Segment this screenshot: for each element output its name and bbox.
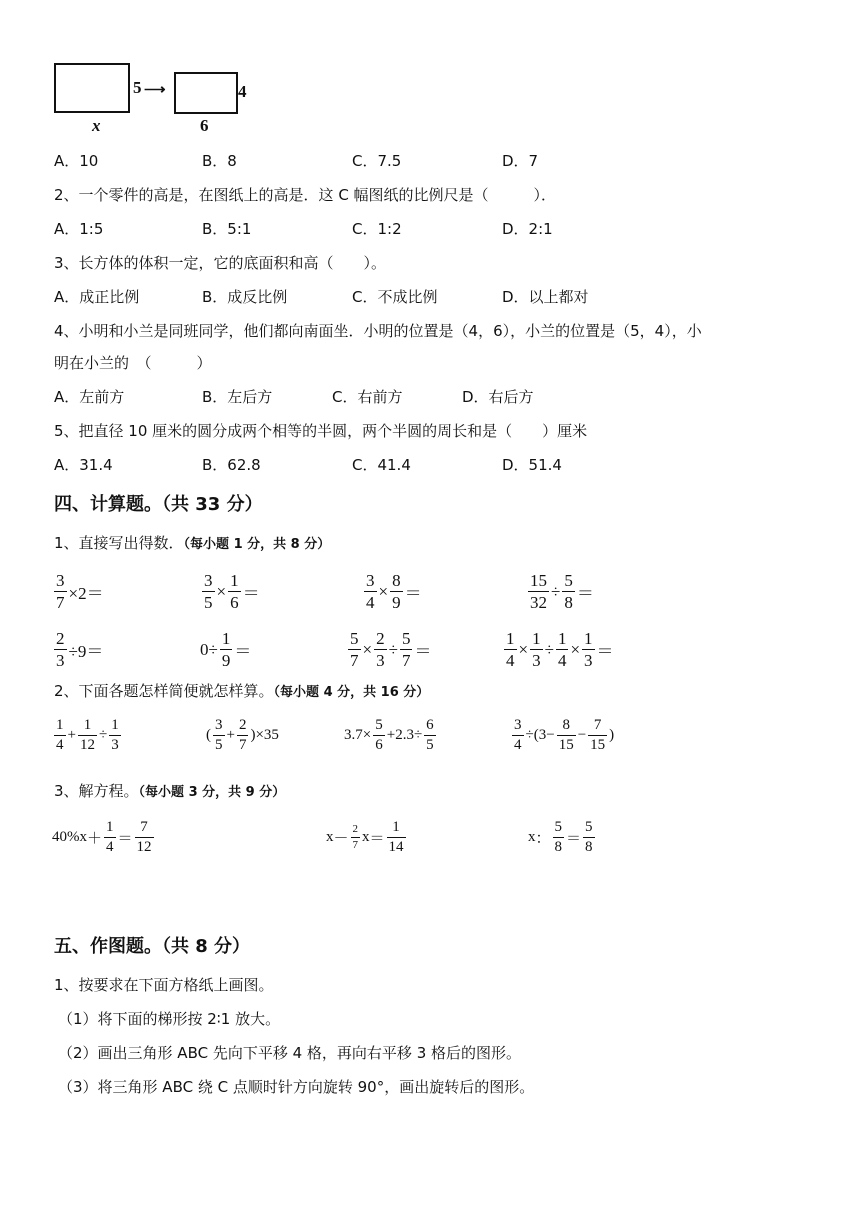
frac: $\frac{2}{7}$ (238, 717, 247, 753)
frac: $\frac{5}{6}$ (375, 717, 383, 753)
q1-option-a: A．10 (54, 152, 99, 170)
frac: $\frac{2}{7}$ (352, 823, 359, 851)
frac: $\frac{5}{8}$ (585, 819, 593, 855)
q5-stem: 5、把直径 10 厘米的圆分成两个相等的半圆，两个半圆的周长和是（ ）厘米 (54, 422, 588, 440)
q5-option-c: C．41.4 (352, 456, 411, 474)
right-rect-width-label: 6 (200, 116, 209, 135)
simplify-1: $\frac{1}{4}$ + $\frac{1}{12}$ ÷ $\frac{1}{3}$ (56, 717, 119, 753)
frac: $\frac{3}{7}$ (56, 571, 65, 612)
q5-option-a: A．31.4 (54, 456, 113, 474)
q1-option-b: B．8 (202, 152, 237, 170)
frac: $\frac{5}{7}$ (401, 629, 411, 670)
q2-stem: 2、一个零件的高是，在图纸上的高是．这 C 幅图纸的比例尺是（ ）． (54, 186, 557, 204)
expr-2: $\frac{3}{5}$ × $\frac{1}{6}$ ＝ (204, 571, 260, 612)
frac: $\frac{1}{3}$ (532, 629, 541, 670)
left-rectangle (54, 63, 130, 113)
calc-part3-title (54, 780, 285, 801)
q3-option-b: B．成反比例 (202, 288, 288, 306)
frac: $\frac{2}{3}$ (56, 629, 65, 670)
frac: $\frac{7}{12}$ (136, 819, 152, 855)
q2-option-a: A．1:5 (54, 220, 104, 238)
frac: $\frac{1}{4}$ (106, 819, 114, 855)
simplify-3: 3.7 × $\frac{5}{6}$ + 2.3 ÷ $\frac{6}{5}$ (344, 717, 434, 753)
q2-option-d: D．2:1 (502, 220, 553, 238)
frac: $\frac{3}{4}$ (366, 571, 375, 612)
frac: $\frac{1}{4}$ (557, 629, 567, 670)
expr-5: $\frac{2}{3}$ ÷9＝ (56, 629, 104, 670)
q2-option-b: B．5:1 (202, 220, 252, 238)
frac: $\frac{5}{7}$ (350, 629, 359, 670)
calc-part1-title (54, 532, 330, 553)
frac: $\frac{2}{3}$ (376, 629, 385, 670)
expr-8: $\frac{1}{4}$ × $\frac{1}{3}$ ÷ $\frac{1}{4}$ × $\frac{1}{3}$ ＝ (506, 629, 614, 670)
left-rect-height-label: 5 (133, 78, 142, 97)
frac: $\frac{8}{15}$ (558, 717, 574, 753)
frac: $\frac{7}{15}$ (590, 717, 606, 753)
left-rect-width-label: x (92, 116, 101, 135)
section5-item-3: （3）将三角形 ABC 绕 C 点顺时针方向旋转 90°，画出旋转后的图形。 (58, 1078, 535, 1096)
equation-3: x ： $\frac{5}{8}$ ＝ $\frac{5}{8}$ (528, 819, 593, 855)
arrow-icon: ⟶ (144, 82, 166, 98)
section4-heading: 四、计算题。（共 33 分） (54, 494, 263, 515)
calc-part2-note: （每小题 4 分，共 16 分） (273, 685, 430, 700)
calc-part1-note: （每小题 1 分，共 8 分） (183, 537, 331, 552)
expr-4: $\frac{15}{32}$ ÷ $\frac{5}{8}$ ＝ (530, 571, 594, 612)
simplify-4: $\frac{3}{4}$ ÷(3− $\frac{8}{15}$ − $\frac{7}{15}$ ) (514, 717, 615, 753)
expr-6: 0 ÷ $\frac{1}{9}$ ＝ (200, 629, 252, 670)
q4-stem-line2: 明在小兰的 （ ） (54, 354, 212, 372)
expr-3: $\frac{3}{4}$ × $\frac{8}{9}$ ＝ (366, 571, 422, 612)
expr-1: $\frac{3}{7}$ ×2＝ (56, 571, 104, 612)
q3-stem: 3、长方体的体积一定，它的底面积和高（ ）。 (54, 254, 387, 272)
section5-heading: 五、作图题。（共 8 分） (54, 936, 251, 957)
q1-option-c: C．7.5 (352, 152, 402, 170)
q4-option-c: C．右前方 (332, 388, 403, 406)
frac: $\frac{3}{5}$ (204, 571, 213, 612)
calc-part3-title-text: 3、解方程。 (54, 782, 139, 800)
q4-option-d: D．右后方 (462, 388, 534, 406)
frac: $\frac{5}{8}$ (564, 571, 573, 612)
frac: $\frac{1}{3}$ (584, 629, 593, 670)
calc-part3-note: （每小题 3 分，共 9 分） (138, 785, 286, 800)
frac: $\frac{6}{5}$ (426, 717, 434, 753)
q4-option-a: A．左前方 (54, 388, 125, 406)
frac: $\frac{5}{8}$ (554, 819, 563, 855)
calc-part2-title-text: 2、下面各题怎样简便就怎样算。 (54, 682, 274, 700)
q1-option-d: D．7 (502, 152, 539, 170)
section5-item-2: （2）画出三角形 ABC 先向下平移 4 格，再向右平移 3 格后的图形。 (58, 1044, 522, 1062)
section5-intro: 1、按要求在下面方格纸上画图。 (54, 976, 274, 994)
q4-option-b: B．左后方 (202, 388, 273, 406)
q5-option-b: B．62.8 (202, 456, 261, 474)
right-rectangle (174, 72, 238, 114)
q3-option-a: A．成正比例 (54, 288, 140, 306)
q5-option-d: D．51.4 (502, 456, 562, 474)
frac: $\frac{3}{5}$ (215, 717, 223, 753)
frac: $\frac{15}{32}$ (530, 571, 547, 612)
frac: $\frac{1}{3}$ (111, 717, 119, 753)
frac: $\frac{3}{4}$ (514, 717, 522, 753)
frac: $\frac{1}{12}$ (79, 717, 95, 753)
q4-stem-line1: 4、小明和小兰是同班同学，他们都向南面坐．小明的位置是（4，6），小兰的位置是（5，4），小 (54, 322, 702, 340)
equation-1: 40%x ＋ $\frac{1}{4}$ ＝ $\frac{7}{12}$ (52, 819, 152, 855)
calc-part2-title (54, 680, 429, 701)
q3-option-c: C．不成比例 (352, 288, 438, 306)
section5-item-1: （1）将下面的梯形按 2∶1 放大。 (58, 1010, 281, 1028)
simplify-2: ( $\frac{3}{5}$ + $\frac{2}{7}$ ) ×35 (206, 717, 279, 753)
frac: $\frac{1}{4}$ (506, 629, 515, 670)
calc-part1-title-text: 1、直接写出得数． (54, 534, 184, 552)
equation-2: x － $\frac{2}{7}$ x ＝ $\frac{1}{14}$ (326, 819, 404, 855)
q3-option-d: D．以上都对 (502, 288, 589, 306)
q2-option-c: C．1:2 (352, 220, 402, 238)
frac: $\frac{1}{9}$ (221, 629, 231, 670)
right-rect-height-label: 4 (238, 82, 247, 101)
frac: $\frac{1}{4}$ (56, 717, 64, 753)
frac: $\frac{8}{9}$ (392, 571, 401, 612)
expr-7: $\frac{5}{7}$ × $\frac{2}{3}$ ÷ $\frac{5}{7}$ ＝ (350, 629, 432, 670)
frac: $\frac{1}{6}$ (230, 571, 239, 612)
frac: $\frac{1}{14}$ (388, 819, 404, 855)
